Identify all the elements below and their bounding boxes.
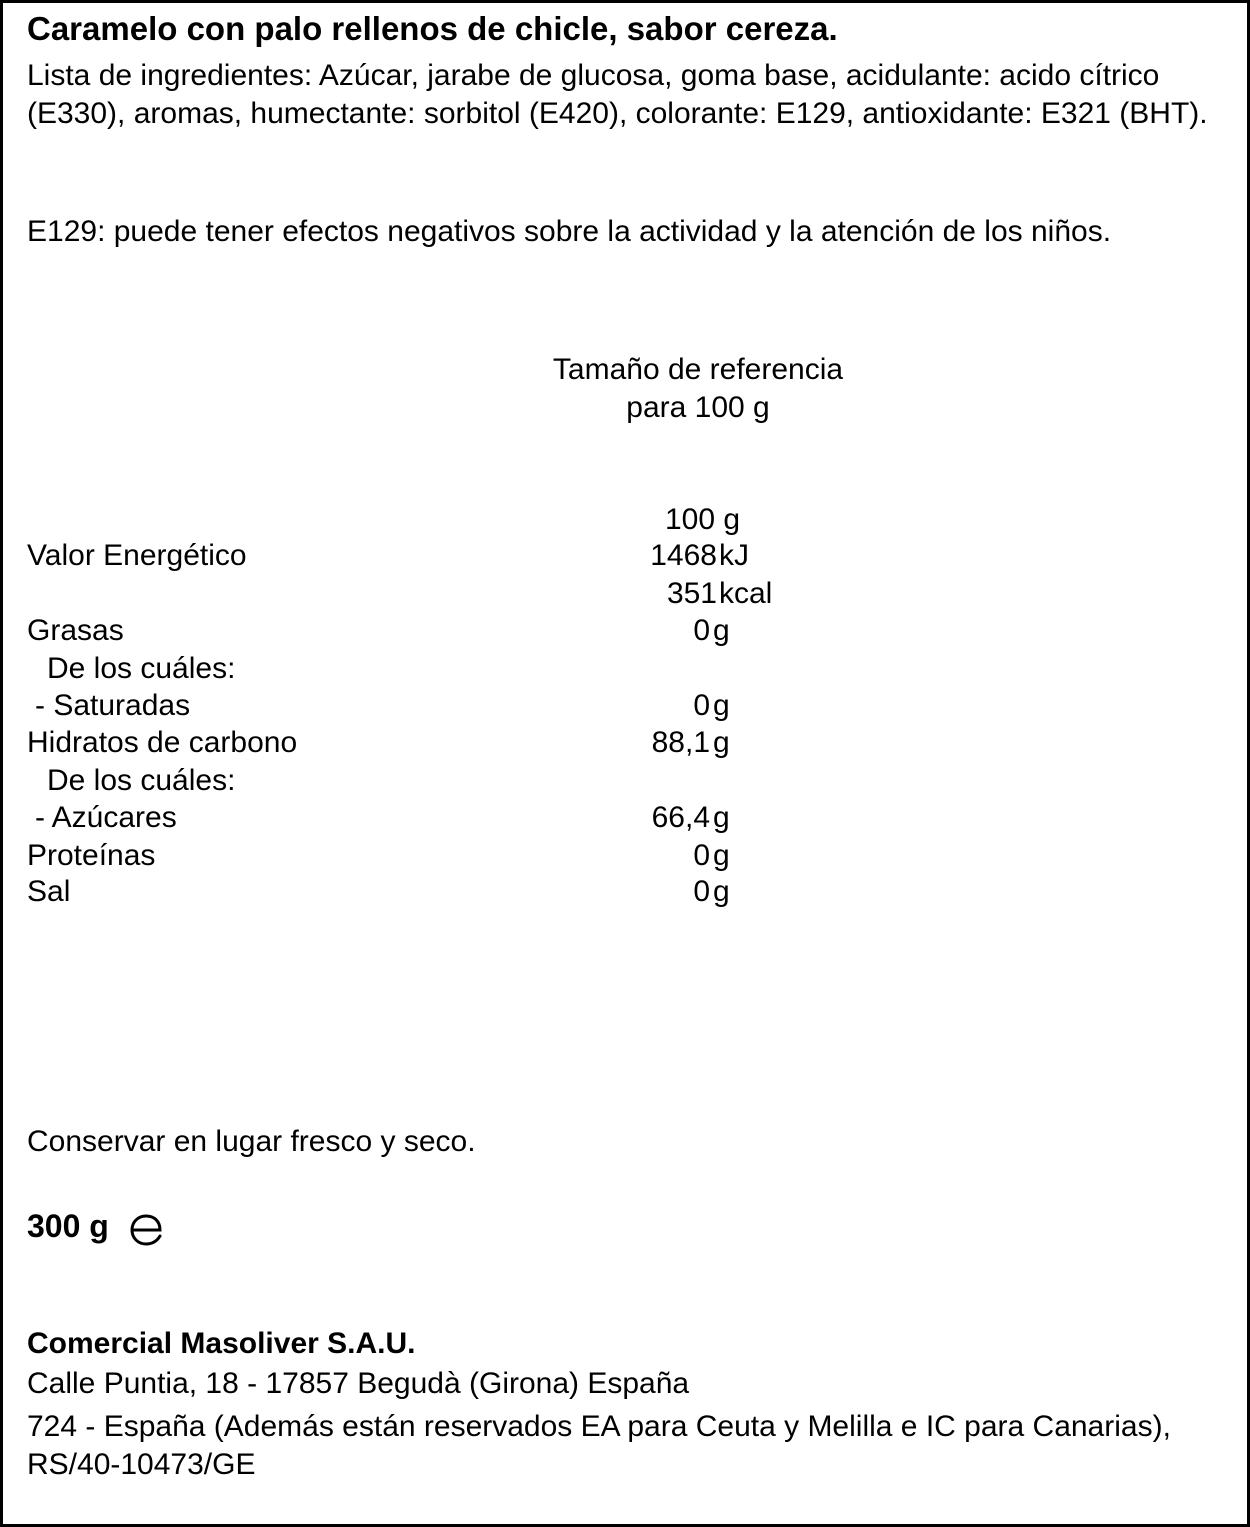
reference-line-2: para 100 g [626,391,770,424]
energy-kj-unit: kJ [719,539,749,572]
nutrient-unit-salt: g [713,875,730,908]
nutrient-unit-protein: g [713,839,730,872]
energy-label: Valor Energético [27,539,247,572]
nutrient-unit-sugars: g [713,801,730,834]
manufacturer-name: Comercial Masoliver S.A.U. [27,1327,416,1360]
nutrient-label-protein: Proteínas [27,839,156,872]
nutrient-value-sugars: 66,4 [651,801,710,834]
nutrient-value-protein: 0 [693,839,710,872]
nutrient-label-sugars: - Azúcares [35,801,177,834]
product-title: Caramelo con palo rellenos de chicle, sabor cereza. [27,10,838,47]
reference-size [443,351,953,427]
nutrient-label-saturated: - Saturadas [35,689,191,722]
reference-line-1: Tamaño de referencia [552,353,844,386]
nutrient-label-of-which-carbs: De los cuáles: [47,764,236,797]
ingredients-list: Lista de ingredientes: Azúcar, jarabe de glucosa, goma base, acidulante: acido cítrico (E330), aromas, humectante: sorbitol (E420), colorante: E129, antioxidante: E321 (BHT). [27,59,1208,130]
energy-kcal-value: 351 [666,577,717,610]
nutrition-column-header: 100 g [665,503,741,536]
manufacturer-registry: 724 - España (Además están reservados EA para Ceuta y Melilla e IC para Canarias), RS/40-10473/GE [27,1410,1171,1481]
net-weight: 300 g [27,1208,109,1244]
nutrient-label-of-which-fat: De los cuáles: [47,652,236,685]
nutrient-value-fat: 0 [693,614,710,647]
energy-kcal-unit: kcal [719,577,773,610]
nutrient-value-saturated: 0 [693,689,710,722]
nutrient-value-salt: 0 [693,875,710,908]
nutrient-unit-saturated: g [713,689,730,722]
nutrient-unit-carbohydrates: g [713,726,730,759]
storage-instructions: Conservar en lugar fresco y seco. [27,1125,476,1158]
e-estimated-sign-icon [129,1213,165,1247]
energy-kj-value: 1468 [650,539,717,572]
colorant-warning: E129: puede tener efectos negativos sobre la actividad y la atención de los niños. [27,215,1112,248]
manufacturer-address: Calle Puntia, 18 - 17857 Begudà (Girona) España [27,1367,690,1400]
nutrient-value-carbohydrates: 88,1 [651,726,710,759]
nutrient-label-carbohydrates: Hidratos de carbono [27,726,298,759]
nutrient-unit-fat: g [713,614,730,647]
nutrient-label-fat: Grasas [27,614,124,647]
nutrient-label-salt: Sal [27,875,71,908]
